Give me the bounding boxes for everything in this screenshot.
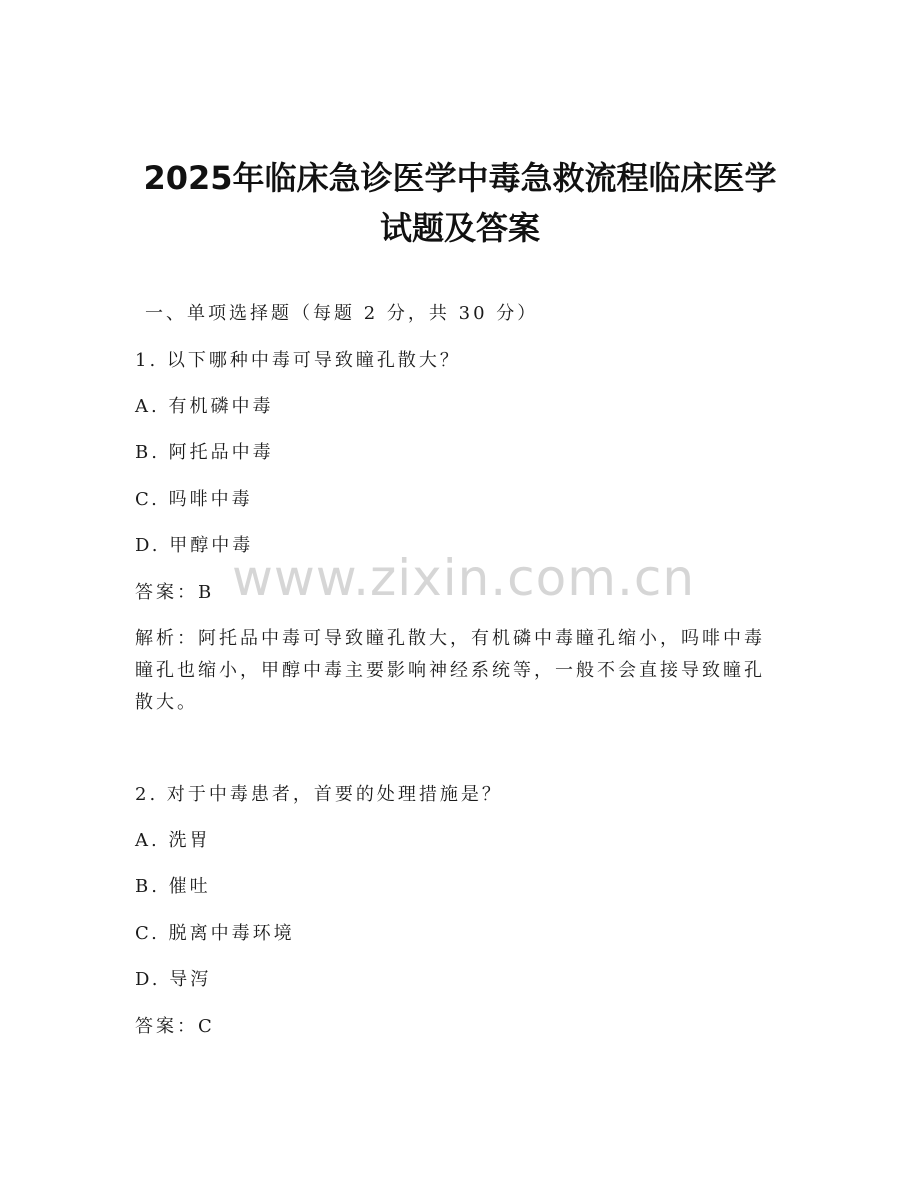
question-1-analysis: 解析：阿托品中毒可导致瞳孔散大，有机磷中毒瞳孔缩小，吗啡中毒瞳孔也缩小，甲醇中毒主要影响神经系统等，一般不会直接导致瞳孔散大。	[135, 628, 765, 713]
document-title-line-1: 2025年临床急诊医学中毒急救流程临床医学	[143, 159, 777, 197]
question-2-option-c: C. 脱离中毒环境	[135, 923, 295, 944]
site-watermark: www.zixin.com.cn	[232, 549, 696, 607]
question-2-option-b: B. 催吐	[135, 876, 211, 897]
document-title-line-2: 试题及答案	[379, 209, 540, 247]
question-1-option-b: B. 阿托品中毒	[135, 442, 274, 463]
question-1-option-a: A. 有机磷中毒	[135, 396, 274, 417]
question-1-option-c: C. 吗啡中毒	[135, 489, 253, 510]
question-1-option-d: D. 甲醇中毒	[135, 535, 254, 556]
question-1-answer: 答案：B	[135, 582, 215, 603]
question-2-stem: 2. 对于中毒患者，首要的处理措施是？	[135, 784, 503, 805]
question-1-stem: 1. 以下哪种中毒可导致瞳孔散大？	[135, 350, 461, 371]
question-2-option-a: A. 洗胃	[135, 830, 211, 851]
section-heading: 一、单项选择题（每题 2 分，共 30 分）	[145, 303, 539, 324]
question-2-answer: 答案：C	[135, 1016, 215, 1037]
question-2-option-d: D. 导泻	[135, 969, 212, 990]
